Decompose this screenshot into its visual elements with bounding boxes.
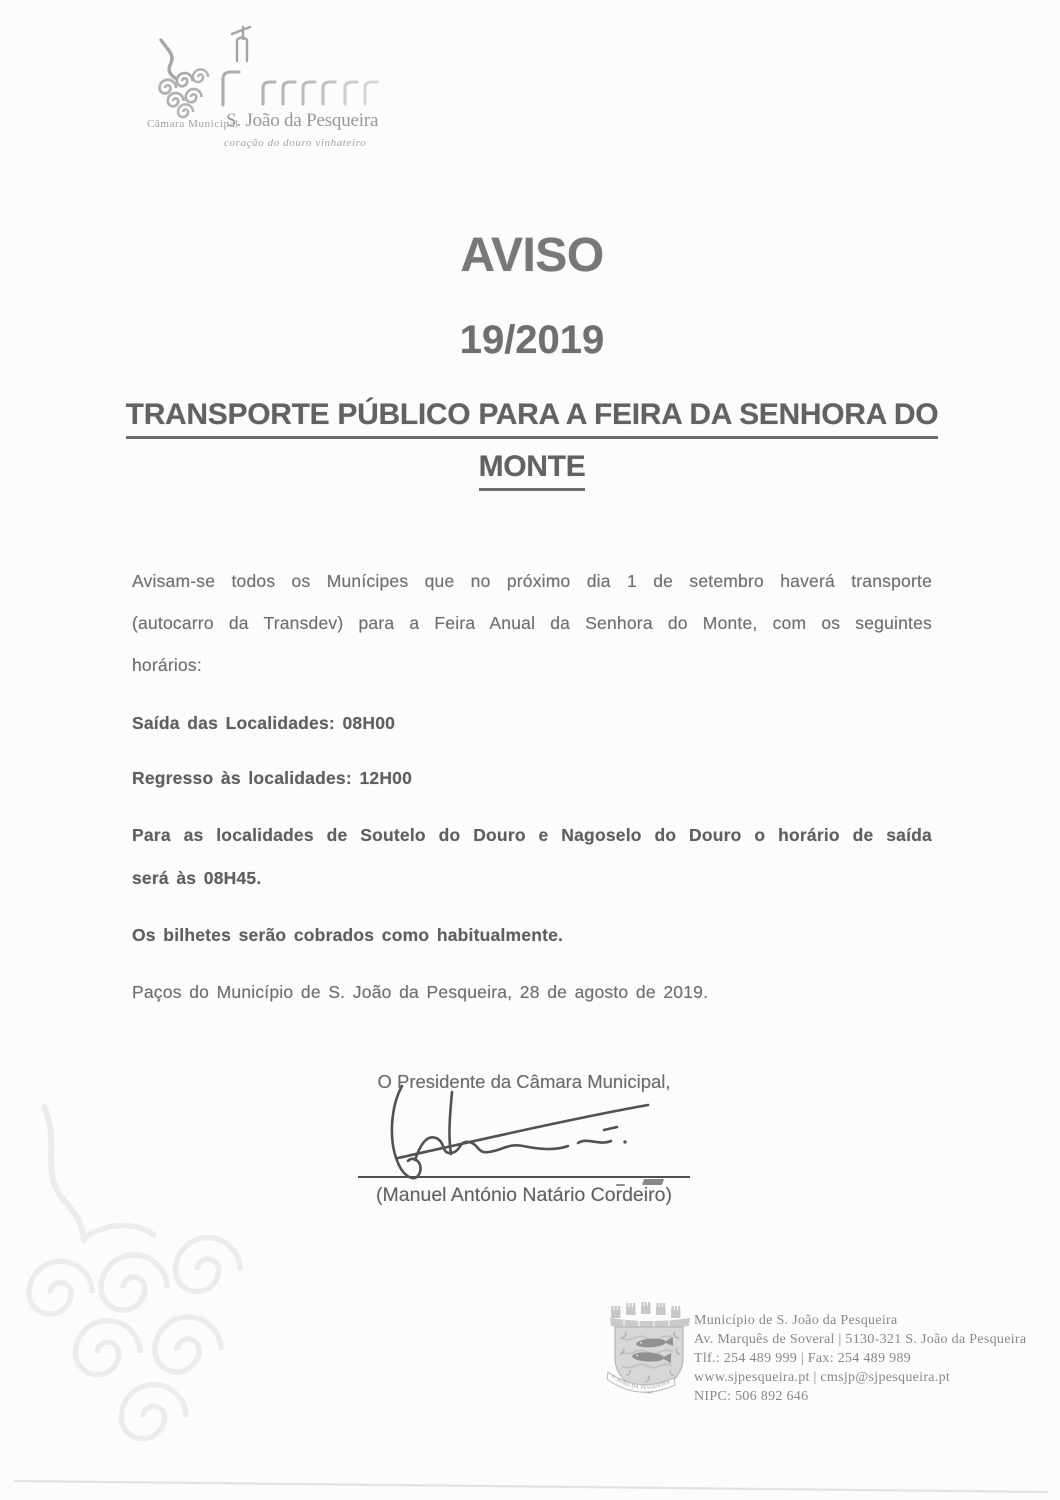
signatory-name: (Manuel António Natário Cordeiro) [376, 1184, 672, 1206]
logo-org-prefix: Câmara Municipal [147, 118, 239, 130]
departure-time-line: Saída das Localidades: 08H00 [132, 713, 396, 733]
logo-tagline: coração do douro vinhateiro [224, 137, 367, 149]
footer-contact-block [694, 1311, 1027, 1406]
notice-number: 19/2019 [459, 318, 605, 362]
logo-org-name: S. João da Pesqueira [226, 110, 379, 131]
footer-org: Município de S. João da Pesqueira [694, 1313, 898, 1328]
body-paragraph4-line2: será às 08H45. [132, 868, 262, 888]
footer-nipc: NIPC: 506 892 646 [694, 1389, 809, 1404]
return-time-line: Regresso às localidades: 12H00 [132, 768, 413, 788]
place-date-line: Paços do Município de S. João da Pesqueira, 28 de agosto de 2019. [132, 982, 709, 1002]
signatory-role: O Presidente da Câmara Municipal, [377, 1071, 671, 1092]
notice-subject-line2: MONTE [0, 450, 1060, 491]
body-paragraph1-line3: horários: [132, 655, 202, 675]
chapel-icon [232, 27, 250, 61]
body-paragraph1-line2: (autocarro da Transdev) para a Feira Anual da Senhora do Monte, com os seguintes [132, 613, 932, 633]
crest-motto-text: S. JOÃO DA PESQUEIRA [609, 1374, 672, 1391]
scan-edge-line [0, 1470, 1060, 1500]
signature-rule [358, 1176, 690, 1178]
vine-stem-icon [161, 40, 175, 78]
body-paragraph1-line1: Avisam-se todos os Munícipes que no próximo dia 1 de setembro haverá transporte [132, 571, 932, 591]
arcade-arches-icon [223, 72, 377, 105]
notice-title: AVISO [460, 229, 604, 282]
coat-of-arms-icon [602, 1296, 702, 1416]
signature-scrawl [358, 1080, 658, 1185]
footer-address: Av. Marquês de Soveral | 5130-321 S. João da Pesqueira [694, 1332, 1027, 1347]
footer-web: www.sjpesqueira.pt | cmsjp@sjpesqueira.pt [694, 1370, 951, 1385]
footer-contacts: Tlf.: 254 489 999 | Fax: 254 489 989 [694, 1351, 911, 1366]
grape-bunch-icon [160, 69, 209, 117]
mural-crown [610, 1302, 690, 1329]
tickets-line: Os bilhetes serão cobrados como habitualmente. [132, 925, 564, 945]
notice-subject-line1: TRANSPORTE PÚBLICO PARA A FEIRA DA SENHORA DO [0, 398, 1060, 439]
body-paragraph4-line1: Para as localidades de Soutelo do Douro e Nagoselo do Douro o horário de saída [132, 825, 932, 845]
municipal-logo [135, 25, 405, 160]
grape-watermark-icon [8, 1095, 258, 1490]
